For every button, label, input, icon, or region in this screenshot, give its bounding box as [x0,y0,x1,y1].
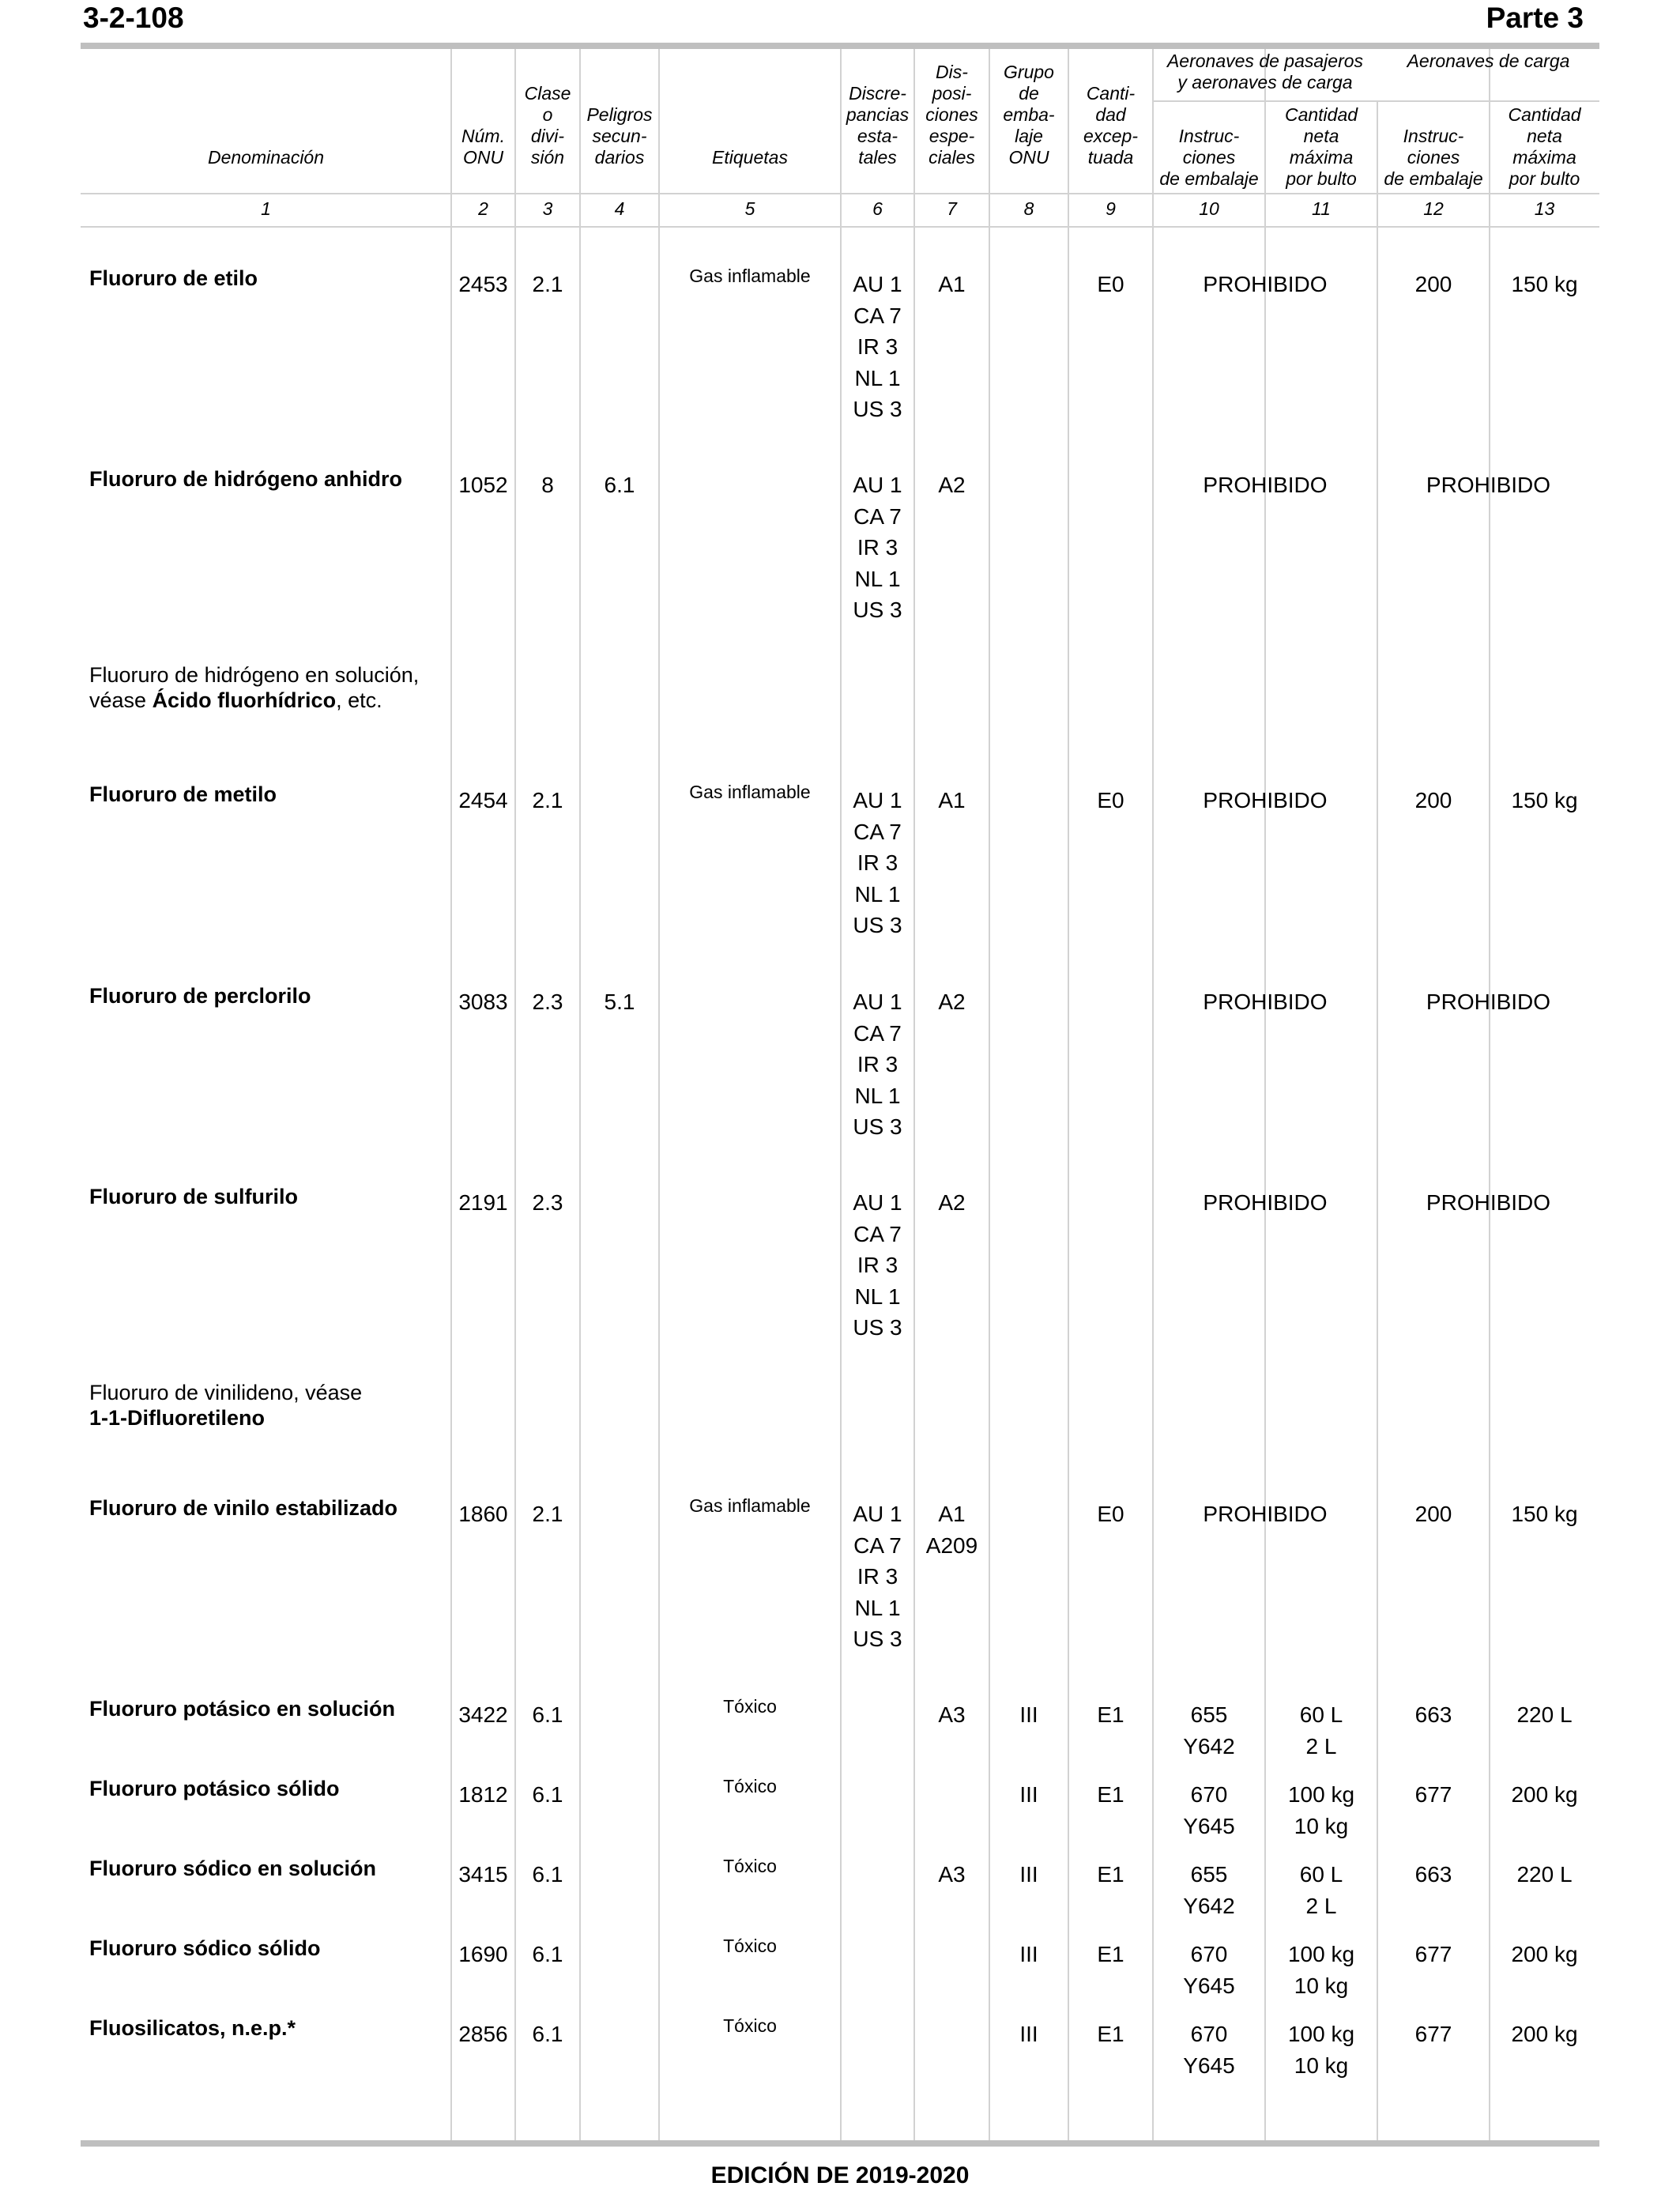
cargo-packing-instruction: 200 [1414,788,1452,812]
cargo-max-net-quantity: 150 kg [1511,788,1578,812]
un-number: 2453 [458,272,508,296]
hazard-label: Gas inflamable [689,1495,811,1516]
passenger-max-net-quantity: 100 kg 10 kg [1287,1942,1355,1998]
special-provisions: A3 [938,1702,966,1727]
header-instrucciones-car: Instruc- ciones de embalaje [1384,126,1483,189]
cargo-packing-instruction: 677 [1414,2022,1452,2046]
packing-group: III [1019,1942,1038,1966]
un-number: 1812 [458,1782,508,1807]
special-provisions: A2 [938,473,966,497]
state-variations: AU 1 CA 7 IR 3 NL 1 US 3 [853,1502,902,1651]
hazard-label: Tóxico [723,1856,777,1876]
edition-footer: EDICIÓN DE 2019-2020 [710,2162,970,2188]
hazard-class: 6.1 [532,1862,563,1887]
excepted-quantity: E1 [1097,1862,1124,1887]
cargo-max-net-quantity: 150 kg [1511,272,1578,296]
column-number: 6 [872,198,883,219]
hazard-class: 6.1 [532,1782,563,1807]
column-divider [450,49,452,2140]
passenger-packing-instruction: 670 Y645 [1183,1782,1235,1838]
column-number: 8 [1023,198,1034,219]
cargo-packing-instruction: 663 [1414,1702,1452,1727]
hazard-label: Tóxico [723,1936,777,1956]
excepted-quantity: E1 [1097,1942,1124,1966]
hazard-label: Gas inflamable [689,782,811,802]
column-number: 12 [1423,198,1444,219]
hazard-class: 2.3 [532,1190,563,1215]
passenger-forbidden: PROHIBIDO [1203,788,1328,812]
hazard-class: 8 [541,473,554,497]
hazard-class: 6.1 [532,1942,563,1966]
header-cantidad-neta-pas: Cantidad neta máxima por bulto [1284,104,1358,189]
hazard-label: Tóxico [723,1776,777,1796]
un-number: 1690 [458,1942,508,1966]
cargo-packing-instruction: 677 [1414,1782,1452,1807]
passenger-max-net-quantity: 60 L 2 L [1299,1702,1343,1759]
cargo-forbidden: PROHIBIDO [1426,1190,1551,1215]
cross-reference-note [89,662,437,713]
cross-reference-note [89,1380,437,1431]
cargo-max-net-quantity: 150 kg [1511,1502,1578,1526]
header-disposiciones: Dis- posi- ciones espe- ciales [925,62,978,168]
header-denominacion: Denominación [207,147,325,168]
un-number: 3083 [458,990,508,1014]
cargo-packing-instruction: 200 [1414,1502,1452,1526]
substance-name: Fluoruro de metilo [89,782,277,806]
passenger-max-net-quantity: 100 kg 10 kg [1287,1782,1355,1838]
header-aeronaves-carga: Aeronaves de carga [1407,51,1570,71]
hazard-label: Tóxico [723,2015,777,2036]
un-number: 3422 [458,1702,508,1727]
packing-group: III [1019,1862,1038,1887]
passenger-packing-instruction: 655 Y642 [1183,1702,1235,1759]
passenger-forbidden: PROHIBIDO [1203,990,1328,1014]
passenger-packing-instruction: 670 Y645 [1183,2022,1235,2078]
hazard-class: 2.1 [532,1502,563,1526]
state-variations: AU 1 CA 7 IR 3 NL 1 US 3 [853,272,902,421]
column-divider [579,49,581,2140]
state-variations: AU 1 CA 7 IR 3 NL 1 US 3 [853,473,902,622]
column-number: 10 [1199,198,1219,219]
column-number: 1 [261,198,271,219]
passenger-forbidden: PROHIBIDO [1203,1190,1328,1215]
page-number: 3-2-108 [83,2,184,34]
state-variations: AU 1 CA 7 IR 3 NL 1 US 3 [853,788,902,937]
bottom-rule [81,2140,1599,2147]
passenger-max-net-quantity: 100 kg 10 kg [1287,2022,1355,2078]
column-divider [989,49,990,2140]
special-provisions: A1 [938,272,966,296]
column-divider [658,49,660,2140]
colnum-divider [81,226,1599,228]
hazard-label: Tóxico [723,1696,777,1717]
hazard-label: Gas inflamable [689,266,811,286]
hazard-class: 2.1 [532,788,563,812]
un-number: 2191 [458,1190,508,1215]
column-number: 3 [542,198,553,219]
excepted-quantity: E0 [1097,272,1124,296]
substance-name: Fluoruro potásico sólido [89,1777,340,1800]
header-num-onu: Núm. ONU [461,126,505,168]
special-provisions: A1 [938,788,966,812]
passenger-forbidden: PROHIBIDO [1203,272,1328,296]
cargo-packing-instruction: 200 [1414,272,1452,296]
note-text: Fluoruro de hidrógeno en solución, [89,663,420,687]
packing-group: III [1019,1702,1038,1727]
un-number: 1860 [458,1502,508,1526]
excepted-quantity: E0 [1097,1502,1124,1526]
header-clase: Clase o divi- sión [524,83,571,168]
part-label: Parte 3 [1486,2,1584,34]
subsidiary-hazard: 5.1 [604,990,635,1014]
column-number: 9 [1106,198,1116,219]
substance-name: Fluoruro de etilo [89,266,258,290]
packing-group: III [1019,2022,1038,2046]
cargo-max-net-quantity: 220 L [1516,1862,1573,1887]
passenger-packing-instruction: 670 Y645 [1183,1942,1235,1998]
substance-name: Fluoruro de sulfurilo [89,1185,298,1208]
note-suffix: , etc. [336,688,382,712]
note-text: Fluoruro de vinilideno, véase [89,1381,363,1404]
header-peligros: Peligros secun- darios [586,104,653,168]
substance-name: Fluoruro de vinilo estabilizado [89,1496,398,1520]
state-variations: AU 1 CA 7 IR 3 NL 1 US 3 [853,1190,902,1340]
column-divider [514,49,516,2140]
column-number: 4 [614,198,625,219]
cargo-max-net-quantity: 200 kg [1511,1782,1578,1807]
header-cantidad-exceptuada: Canti- dad excep- tuada [1083,83,1139,168]
column-number: 5 [744,198,755,219]
column-number: 2 [478,198,488,219]
cargo-forbidden: PROHIBIDO [1426,473,1551,497]
column-divider [1068,49,1069,2140]
packing-group: III [1019,1782,1038,1807]
subsidiary-hazard: 6.1 [604,473,635,497]
hazard-class: 2.1 [532,272,563,296]
header-aeronaves-pasajeros: Aeronaves de pasajeros y aeronaves de carga [1166,51,1364,92]
passenger-max-net-quantity: 60 L 2 L [1299,1862,1343,1918]
state-variations: AU 1 CA 7 IR 3 NL 1 US 3 [853,990,902,1139]
passenger-forbidden: PROHIBIDO [1203,1502,1328,1526]
note-reference: 1-1-Difluoretileno [89,1406,266,1430]
passenger-forbidden: PROHIBIDO [1203,473,1328,497]
column-number: 7 [947,198,957,219]
header-discrepancias: Discre- pancias esta- tales [846,83,910,168]
substance-name: Fluoruro de hidrógeno anhidro [89,467,402,491]
cargo-forbidden: PROHIBIDO [1426,990,1551,1014]
special-provisions: A2 [938,990,966,1014]
hazard-class: 6.1 [532,2022,563,2046]
header-etiquetas: Etiquetas [712,147,788,168]
un-number: 2856 [458,2022,508,2046]
substance-name: Fluoruro sódico sólido [89,1936,321,1960]
column-number: 13 [1534,198,1555,219]
cargo-max-net-quantity: 220 L [1516,1702,1573,1727]
special-provisions: A2 [938,1190,966,1215]
substance-name: Fluosilicatos, n.e.p.* [89,2016,296,2040]
hazard-class: 6.1 [532,1702,563,1727]
substance-name: Fluoruro potásico en solución [89,1697,396,1721]
cargo-max-net-quantity: 200 kg [1511,1942,1578,1966]
excepted-quantity: E1 [1097,1782,1124,1807]
header-instrucciones-pas: Instruc- ciones de embalaje [1159,126,1259,189]
note-prefix: véase [89,688,153,712]
un-number: 3415 [458,1862,508,1887]
header-divider [81,193,1599,194]
column-divider [1489,49,1490,2140]
cargo-packing-instruction: 677 [1414,1942,1452,1966]
note-reference: Ácido fluorhídrico [152,688,337,712]
special-provisions: A3 [938,1862,966,1887]
column-number: 11 [1312,198,1331,219]
header-grupo: Grupo de emba- laje ONU [1003,62,1055,168]
cargo-packing-instruction: 663 [1414,1862,1452,1887]
substance-name: Fluoruro de perclorilo [89,984,311,1008]
header-cantidad-neta-car: Cantidad neta máxima por bulto [1508,104,1581,189]
excepted-quantity: E0 [1097,788,1124,812]
special-provisions: A1 A209 [925,1502,978,1558]
un-number: 2454 [458,788,508,812]
excepted-quantity: E1 [1097,1702,1124,1727]
group-divider [1153,100,1599,102]
top-rule [81,43,1599,49]
passenger-packing-instruction: 655 Y642 [1183,1862,1235,1918]
un-number: 1052 [458,473,508,497]
excepted-quantity: E1 [1097,2022,1124,2046]
substance-name: Fluoruro sódico en solución [89,1857,377,1880]
hazard-class: 2.3 [532,990,563,1014]
cargo-max-net-quantity: 200 kg [1511,2022,1578,2046]
